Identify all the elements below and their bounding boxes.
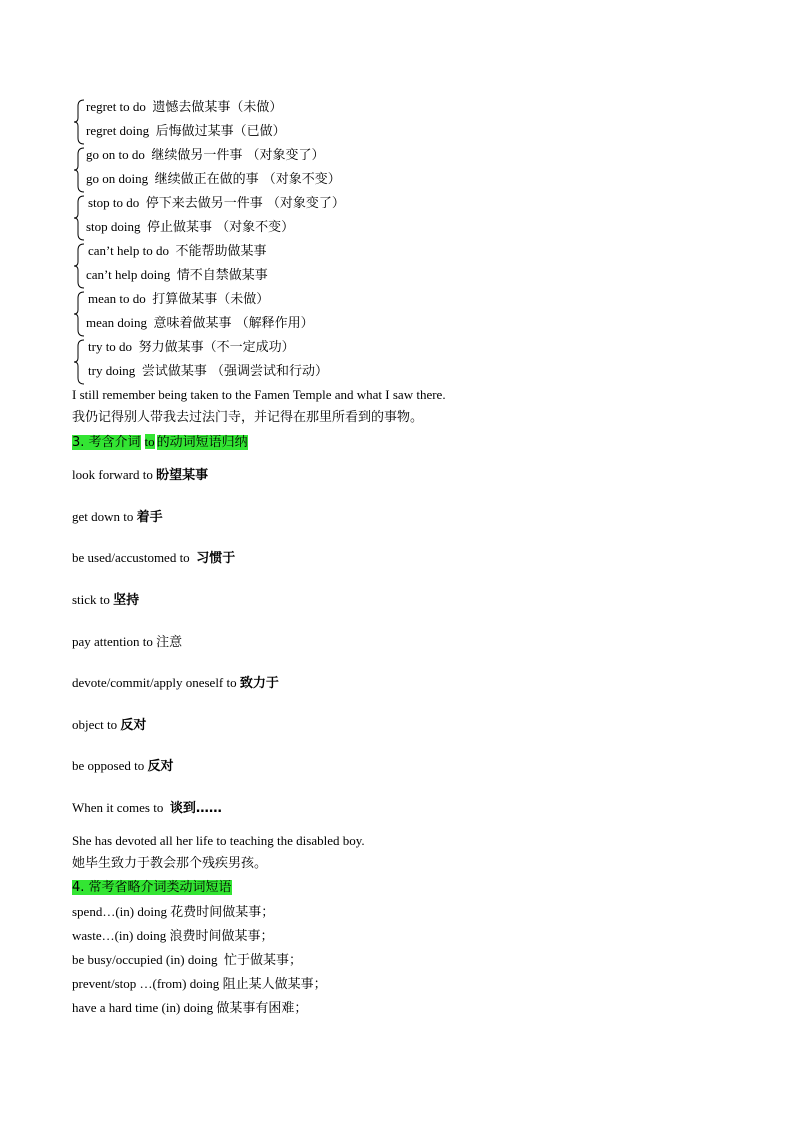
example-sentence-en: I still remember being taken to the Famen Temple and what I saw there. (72, 387, 446, 402)
brace-icon (72, 290, 86, 338)
heading-part: 4. 常考省略介词类动词短语 (72, 880, 232, 895)
example-sentence-en: She has devoted all her life to teaching the disabled boy. (72, 833, 365, 848)
phrase-item: be used/accustomed to 习惯于 (72, 550, 236, 566)
verb-pair-2 (72, 146, 392, 194)
brace-icon (72, 98, 86, 146)
phrase-item: object to 反对 (72, 717, 147, 733)
verb-pair-5 (72, 290, 392, 338)
brace-icon (72, 146, 86, 194)
phrase-item: devote/commit/apply oneself to 致力于 (72, 675, 279, 691)
pair-line: go on to do 继续做另一件事 （对象变了） (86, 147, 325, 163)
pair-line: go on doing 继续做正在做的事 （对象不变） (86, 171, 341, 187)
pair-line: can’t help doing 情不自禁做某事 (86, 267, 268, 283)
pair-line: try to do 努力做某事（不一定成功） (88, 339, 295, 355)
pair-line: stop doing 停止做某事 （对象不变） (86, 219, 295, 235)
heading-part: 的动词短语归纳 (156, 435, 248, 450)
phrase-item: pay attention to 注意 (72, 634, 183, 650)
example-sentence-zh: 她毕生致力于教会那个残疾男孩。 (72, 856, 268, 871)
phrase-item: waste…(in) doing 浪费时间做某事； (72, 928, 274, 944)
pair-line: try doing 尝试做某事 （强调尝试和行动） (88, 363, 328, 379)
verb-pair-1 (72, 98, 392, 146)
phrase-item: look forward to 盼望某事 (72, 467, 209, 483)
section-3-heading (72, 434, 248, 451)
heading-part: 3. 考含介词 (72, 435, 141, 450)
phrase-item: be opposed to 反对 (72, 758, 174, 774)
example-sentence-zh: 我仍记得别人带我去过法门寺，并记得在那里所看到的事物。 (72, 410, 424, 425)
pair-line: stop to do 停下来去做另一件事 （对象变了） (88, 195, 345, 211)
pair-line: mean to do 打算做某事（未做） (88, 291, 270, 307)
brace-icon (72, 242, 86, 290)
heading-part: to (144, 434, 155, 449)
phrase-item: When it comes to 谈到…… (72, 800, 222, 816)
pair-line: regret to do 遗憾去做某事（未做） (86, 99, 283, 115)
phrase-item: get down to 着手 (72, 509, 163, 525)
phrase-item: be busy/occupied (in) doing 忙于做某事； (72, 952, 303, 968)
phrase-item: spend…(in) doing 花费时间做某事； (72, 904, 275, 920)
verb-pair-6 (72, 338, 392, 386)
pair-line: mean doing 意味着做某事 （解释作用） (86, 315, 314, 331)
phrase-item: prevent/stop …(from) doing 阻止某人做某事； (72, 976, 327, 992)
phrase-item: have a hard time (in) doing 做某事有困难； (72, 1000, 308, 1016)
phrase-item: stick to 坚持 (72, 592, 140, 608)
verb-pair-4 (72, 242, 392, 290)
pair-line: can’t help to do 不能帮助做某事 (88, 243, 267, 259)
section-4-heading (72, 880, 232, 896)
brace-icon (72, 338, 86, 386)
brace-icon (72, 194, 86, 242)
verb-pair-3 (72, 194, 392, 242)
pair-line: regret doing 后悔做过某事（已做） (86, 123, 286, 139)
